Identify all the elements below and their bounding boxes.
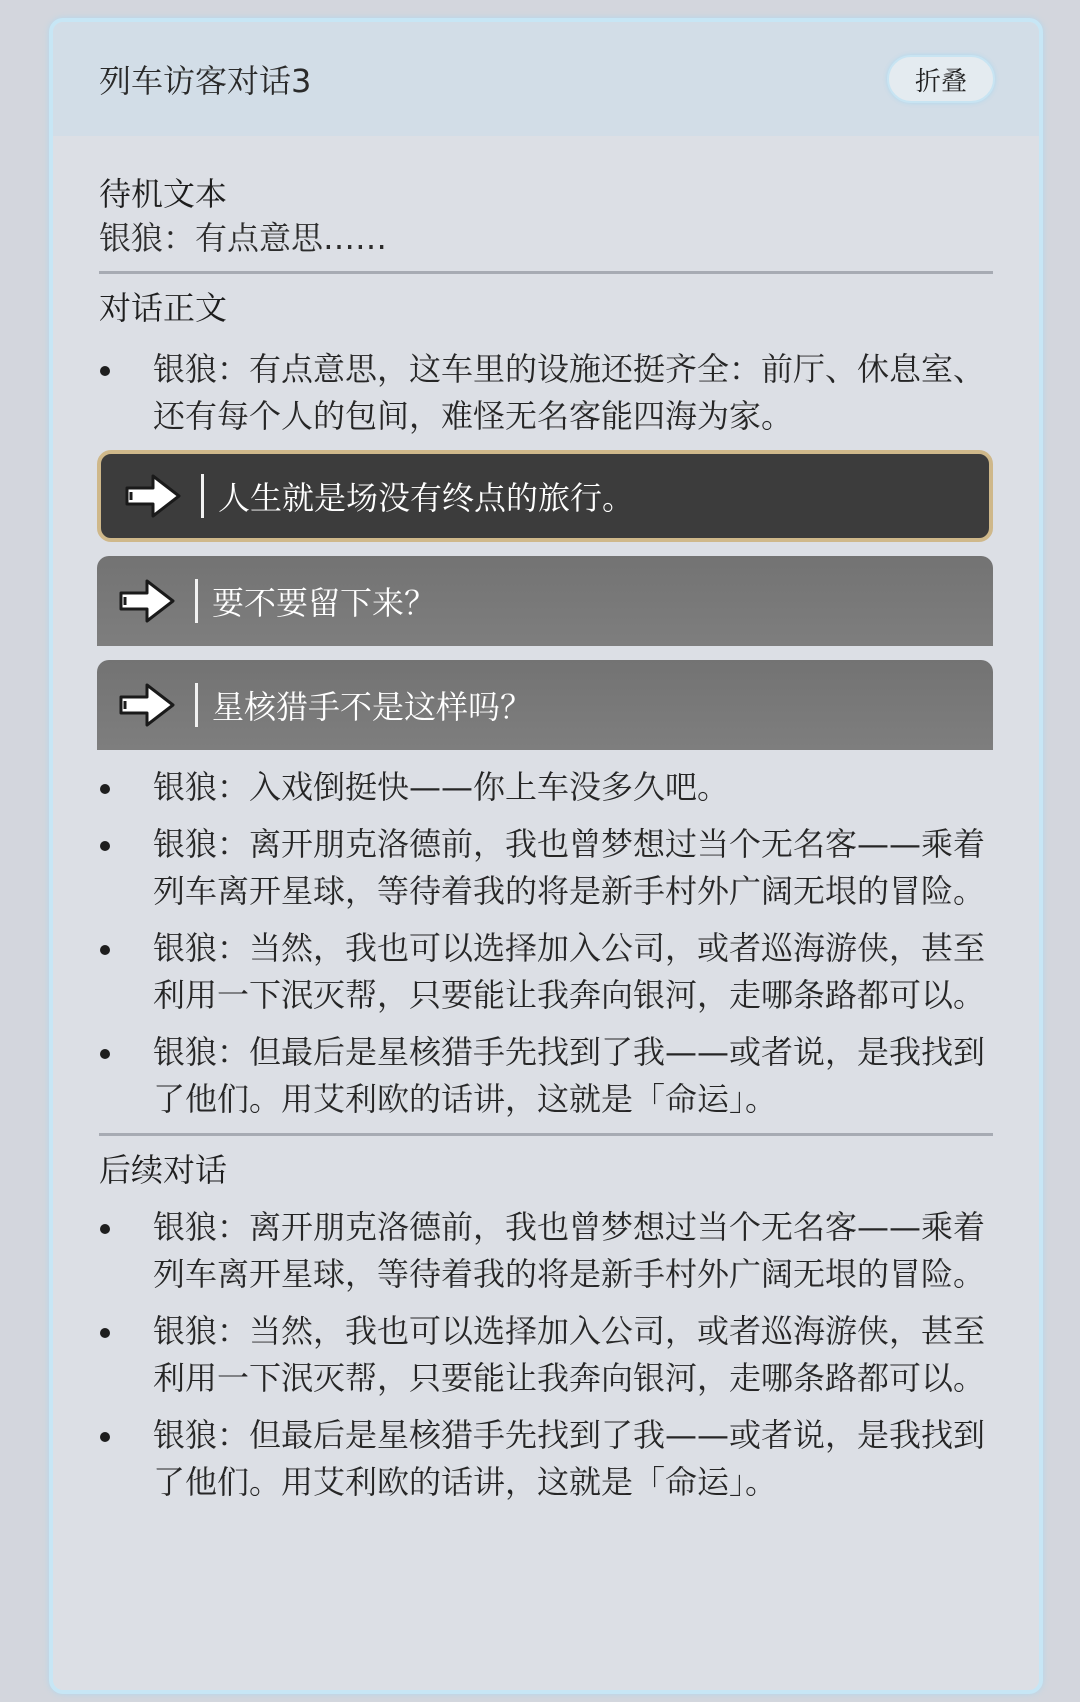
- list-item: 银狼：离开朋克洛德前，我也曾梦想过当个无名客——乘着列车离开星球，等待着我的将是新手村外广阔无垠的冒险。: [153, 821, 993, 915]
- list-item: 银狼：但最后是星核猎手先找到了我——或者说，是我找到了他们。用艾利欧的话讲，这就是「命运」。: [153, 1412, 993, 1506]
- right-arrow-icon: [115, 678, 179, 732]
- right-arrow-icon: [115, 574, 179, 628]
- dialogue-heading: 对话正文: [99, 289, 228, 327]
- dialogue-option-3[interactable]: [97, 660, 993, 750]
- fold-button[interactable]: 折叠: [887, 55, 995, 103]
- dialogue-lines-list: [99, 764, 993, 1123]
- option-separator: [195, 579, 198, 623]
- card-header: [53, 22, 1039, 136]
- dialogue-option-2[interactable]: [97, 556, 993, 646]
- followup-list: [99, 1204, 993, 1506]
- dialogue-card: [49, 18, 1043, 1694]
- list-item: 银狼：当然，我也可以选择加入公司，或者巡海游侠，甚至利用一下泯灭帮，只要能让我奔向银河，走哪条路都可以。: [153, 925, 993, 1019]
- followup-heading: 后续对话: [99, 1151, 228, 1189]
- list-item: 银狼：当然，我也可以选择加入公司，或者巡海游侠，甚至利用一下泯灭帮，只要能让我奔向银河，走哪条路都可以。: [153, 1308, 993, 1402]
- list-item: 银狼：但最后是星核猎手先找到了我——或者说，是我找到了他们。用艾利欧的话讲，这就是「命运」。: [153, 1029, 993, 1123]
- list-item: 银狼：离开朋克洛德前，我也曾梦想过当个无名客——乘着列车离开星球，等待着我的将是新手村外广阔无垠的冒险。: [153, 1204, 993, 1298]
- list-item: 银狼：有点意思，这车里的设施还挺齐全：前厅、休息室、还有每个人的包间，难怪无名客能四海为家。: [153, 346, 993, 440]
- list-item: 银狼：入戏倒挺快——你上车没多久吧。: [153, 764, 993, 811]
- right-arrow-icon: [121, 469, 185, 523]
- option-separator: [195, 683, 198, 727]
- idle-heading: 待机文本: [99, 175, 228, 213]
- dialogue-option-1[interactable]: [97, 450, 993, 542]
- option-separator: [201, 474, 204, 518]
- option-label: 人生就是场没有终点的旅行。: [218, 479, 635, 517]
- divider: [99, 271, 993, 274]
- card-title: 列车访客对话3: [99, 62, 312, 100]
- option-label: 星核猎手不是这样吗？: [212, 688, 533, 726]
- divider: [99, 1133, 993, 1136]
- idle-text: 银狼：有点意思……: [99, 219, 388, 257]
- option-label: 要不要留下来？: [212, 584, 437, 622]
- card-content: [53, 136, 1039, 1506]
- dialogue-intro-list: [99, 346, 993, 440]
